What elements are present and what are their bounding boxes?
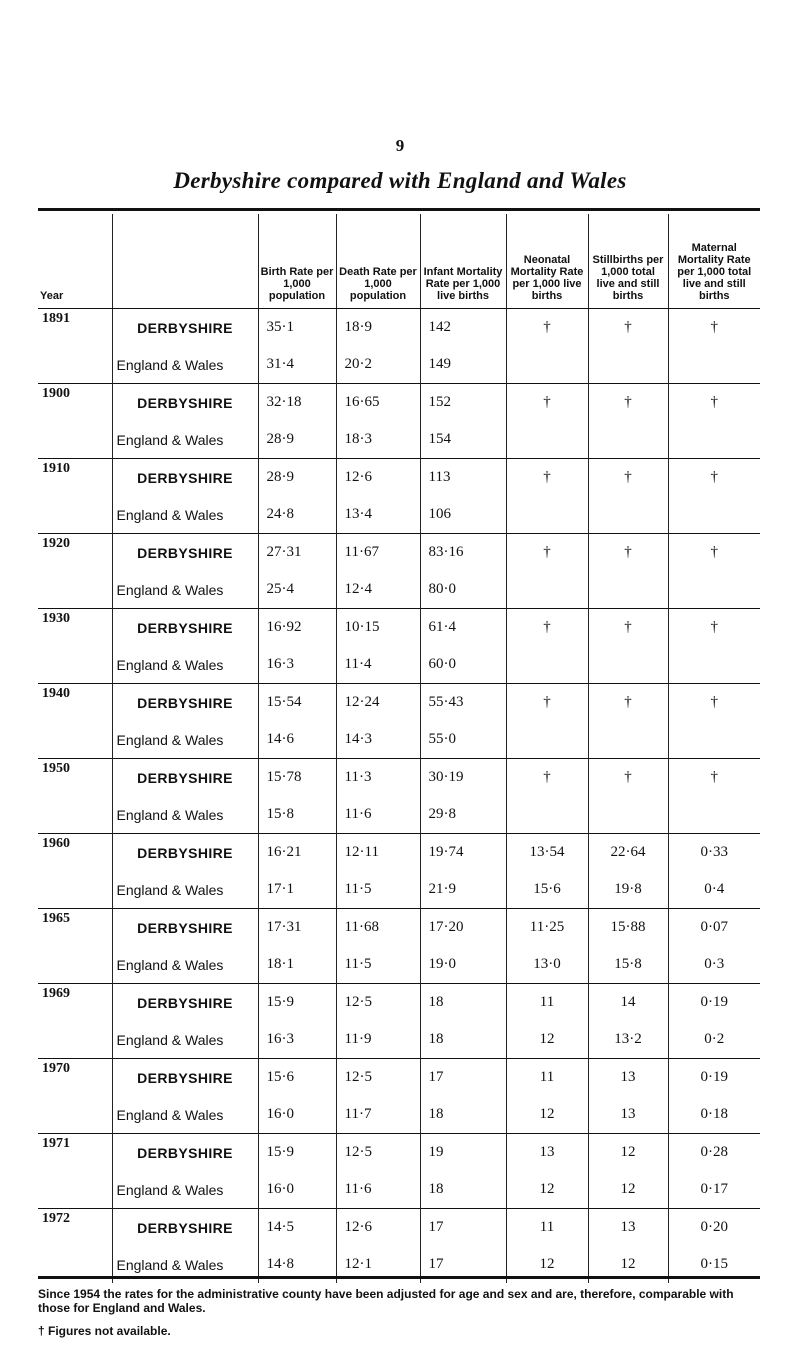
death-cell: 11·67 bbox=[336, 534, 420, 572]
neonatal-cell: † bbox=[506, 759, 588, 797]
page-number: 9 bbox=[395, 136, 405, 155]
birth-cell: 15·6 bbox=[258, 1059, 336, 1097]
dagger-footnote: † Figures not available. bbox=[38, 1324, 171, 1338]
comparison-table bbox=[38, 214, 760, 1283]
infant-cell: 17 bbox=[420, 1209, 506, 1247]
birth-cell: 16·92 bbox=[258, 609, 336, 647]
neonatal-cell: † bbox=[506, 384, 588, 422]
table-row bbox=[38, 759, 760, 797]
year-cell bbox=[38, 1096, 112, 1134]
area-cell: DERBYSHIRE bbox=[112, 1059, 258, 1097]
neonatal-cell: 12 bbox=[506, 1246, 588, 1283]
stillbirths-cell: † bbox=[588, 309, 668, 347]
birth-cell: 15·9 bbox=[258, 984, 336, 1022]
infant-cell: 18 bbox=[420, 1096, 506, 1134]
infant-cell: 18 bbox=[420, 1171, 506, 1209]
stillbirths-cell: † bbox=[588, 759, 668, 797]
stillbirths-cell bbox=[588, 571, 668, 609]
birth-cell: 35·1 bbox=[258, 309, 336, 347]
stillbirths-cell: 22·64 bbox=[588, 834, 668, 872]
stillbirths-cell: 12 bbox=[588, 1134, 668, 1172]
year-cell bbox=[38, 1021, 112, 1059]
stillbirths-cell: 13·2 bbox=[588, 1021, 668, 1059]
neonatal-cell bbox=[506, 421, 588, 459]
neonatal-cell bbox=[506, 496, 588, 534]
neonatal-cell: 11 bbox=[506, 1059, 588, 1097]
area-cell: England & Wales bbox=[112, 946, 258, 984]
infant-cell: 60·0 bbox=[420, 646, 506, 684]
area-cell: DERBYSHIRE bbox=[112, 684, 258, 722]
death-cell: 12·1 bbox=[336, 1246, 420, 1283]
year-cell bbox=[38, 646, 112, 684]
death-cell: 11·5 bbox=[336, 871, 420, 909]
year-cell: 1930 bbox=[38, 609, 112, 647]
maternal-cell: † bbox=[668, 459, 760, 497]
infant-cell: 30·19 bbox=[420, 759, 506, 797]
birth-cell: 25·4 bbox=[258, 571, 336, 609]
maternal-cell: 0·20 bbox=[668, 1209, 760, 1247]
stillbirths-cell bbox=[588, 646, 668, 684]
table-row bbox=[38, 1021, 760, 1059]
maternal-cell: † bbox=[668, 759, 760, 797]
maternal-cell: 0·2 bbox=[668, 1021, 760, 1059]
birth-cell: 28·9 bbox=[258, 421, 336, 459]
table-row bbox=[38, 1059, 760, 1097]
stillbirths-cell: 12 bbox=[588, 1171, 668, 1209]
table-body bbox=[38, 309, 760, 1284]
table-row bbox=[38, 1134, 760, 1172]
header-neonatal-mortality: Neonatal Mortality Rate per 1,000 live births bbox=[506, 214, 588, 309]
neonatal-cell bbox=[506, 796, 588, 834]
area-cell: DERBYSHIRE bbox=[112, 534, 258, 572]
year-cell bbox=[38, 721, 112, 759]
maternal-cell: 0·07 bbox=[668, 909, 760, 947]
area-cell: England & Wales bbox=[112, 1096, 258, 1134]
birth-cell: 14·5 bbox=[258, 1209, 336, 1247]
birth-cell: 16·21 bbox=[258, 834, 336, 872]
infant-cell: 17 bbox=[420, 1059, 506, 1097]
header-birth-rate: Birth Rate per 1,000 population bbox=[258, 214, 336, 309]
death-cell: 11·6 bbox=[336, 1171, 420, 1209]
death-cell: 12·5 bbox=[336, 1059, 420, 1097]
maternal-cell bbox=[668, 571, 760, 609]
neonatal-cell: † bbox=[506, 534, 588, 572]
stillbirths-cell: 13 bbox=[588, 1209, 668, 1247]
year-cell bbox=[38, 946, 112, 984]
area-cell: DERBYSHIRE bbox=[112, 759, 258, 797]
stillbirths-cell bbox=[588, 346, 668, 384]
table-row bbox=[38, 421, 760, 459]
maternal-cell bbox=[668, 646, 760, 684]
area-cell: DERBYSHIRE bbox=[112, 834, 258, 872]
neonatal-cell bbox=[506, 346, 588, 384]
header-infant-mortality: Infant Mortality Rate per 1,000 live births bbox=[420, 214, 506, 309]
top-rule bbox=[38, 208, 760, 211]
birth-cell: 15·8 bbox=[258, 796, 336, 834]
infant-cell: 18 bbox=[420, 984, 506, 1022]
table-row bbox=[38, 1171, 760, 1209]
year-cell: 1965 bbox=[38, 909, 112, 947]
table-row bbox=[38, 684, 760, 722]
maternal-cell: † bbox=[668, 609, 760, 647]
maternal-cell: 0·19 bbox=[668, 1059, 760, 1097]
neonatal-cell: † bbox=[506, 309, 588, 347]
stillbirths-cell: 13 bbox=[588, 1096, 668, 1134]
table-row bbox=[38, 571, 760, 609]
year-cell bbox=[38, 346, 112, 384]
stillbirths-cell bbox=[588, 496, 668, 534]
year-cell: 1960 bbox=[38, 834, 112, 872]
death-cell: 12·5 bbox=[336, 1134, 420, 1172]
table-row bbox=[38, 609, 760, 647]
death-cell: 16·65 bbox=[336, 384, 420, 422]
stillbirths-cell: 12 bbox=[588, 1246, 668, 1283]
stillbirths-cell: 13 bbox=[588, 1059, 668, 1097]
maternal-cell bbox=[668, 346, 760, 384]
birth-cell: 15·78 bbox=[258, 759, 336, 797]
infant-cell: 55·0 bbox=[420, 721, 506, 759]
birth-cell: 14·8 bbox=[258, 1246, 336, 1283]
infant-cell: 142 bbox=[420, 309, 506, 347]
death-cell: 12·6 bbox=[336, 1209, 420, 1247]
birth-cell: 16·0 bbox=[258, 1171, 336, 1209]
death-cell: 18·9 bbox=[336, 309, 420, 347]
neonatal-cell: 13·54 bbox=[506, 834, 588, 872]
infant-cell: 17·20 bbox=[420, 909, 506, 947]
stillbirths-cell bbox=[588, 721, 668, 759]
table-row bbox=[38, 384, 760, 422]
year-cell: 1910 bbox=[38, 459, 112, 497]
neonatal-cell: 11 bbox=[506, 1209, 588, 1247]
birth-cell: 16·3 bbox=[258, 646, 336, 684]
area-cell: England & Wales bbox=[112, 1246, 258, 1283]
death-cell: 18·3 bbox=[336, 421, 420, 459]
maternal-cell: 0·17 bbox=[668, 1171, 760, 1209]
area-cell: DERBYSHIRE bbox=[112, 309, 258, 347]
death-cell: 11·7 bbox=[336, 1096, 420, 1134]
birth-cell: 15·54 bbox=[258, 684, 336, 722]
table-row bbox=[38, 946, 760, 984]
stillbirths-cell: † bbox=[588, 384, 668, 422]
death-cell: 11·5 bbox=[336, 946, 420, 984]
bottom-rule bbox=[38, 1276, 760, 1279]
death-cell: 11·9 bbox=[336, 1021, 420, 1059]
table-row bbox=[38, 496, 760, 534]
maternal-cell: 0·19 bbox=[668, 984, 760, 1022]
maternal-cell: 0·28 bbox=[668, 1134, 760, 1172]
infant-cell: 83·16 bbox=[420, 534, 506, 572]
area-cell: DERBYSHIRE bbox=[112, 984, 258, 1022]
year-cell: 1940 bbox=[38, 684, 112, 722]
birth-cell: 14·6 bbox=[258, 721, 336, 759]
area-cell: DERBYSHIRE bbox=[112, 384, 258, 422]
area-cell: England & Wales bbox=[112, 1021, 258, 1059]
birth-cell: 15·9 bbox=[258, 1134, 336, 1172]
year-cell: 1950 bbox=[38, 759, 112, 797]
maternal-cell: 0·4 bbox=[668, 871, 760, 909]
area-cell: England & Wales bbox=[112, 346, 258, 384]
area-cell: England & Wales bbox=[112, 871, 258, 909]
infant-cell: 61·4 bbox=[420, 609, 506, 647]
infant-cell: 106 bbox=[420, 496, 506, 534]
maternal-cell: 0·18 bbox=[668, 1096, 760, 1134]
area-cell: DERBYSHIRE bbox=[112, 459, 258, 497]
table-row bbox=[38, 871, 760, 909]
year-cell: 1900 bbox=[38, 384, 112, 422]
year-cell: 1891 bbox=[38, 309, 112, 347]
header-year: Year bbox=[38, 214, 112, 309]
year-cell: 1970 bbox=[38, 1059, 112, 1097]
birth-cell: 17·31 bbox=[258, 909, 336, 947]
year-cell bbox=[38, 571, 112, 609]
page-title: Derbyshire compared with England and Wales bbox=[173, 168, 627, 193]
stillbirths-cell: † bbox=[588, 459, 668, 497]
neonatal-cell: 11 bbox=[506, 984, 588, 1022]
maternal-cell: 0·3 bbox=[668, 946, 760, 984]
header-stillbirths: Stillbirths per 1,000 total live and still births bbox=[588, 214, 668, 309]
stillbirths-cell: † bbox=[588, 684, 668, 722]
stillbirths-cell: 15·88 bbox=[588, 909, 668, 947]
year-cell bbox=[38, 1171, 112, 1209]
area-cell: England & Wales bbox=[112, 496, 258, 534]
table-row bbox=[38, 984, 760, 1022]
infant-cell: 149 bbox=[420, 346, 506, 384]
table-row bbox=[38, 309, 760, 347]
year-cell: 1920 bbox=[38, 534, 112, 572]
infant-cell: 19·0 bbox=[420, 946, 506, 984]
infant-cell: 80·0 bbox=[420, 571, 506, 609]
maternal-cell bbox=[668, 796, 760, 834]
birth-cell: 32·18 bbox=[258, 384, 336, 422]
maternal-cell: 0·33 bbox=[668, 834, 760, 872]
birth-cell: 18·1 bbox=[258, 946, 336, 984]
infant-cell: 154 bbox=[420, 421, 506, 459]
year-cell: 1972 bbox=[38, 1209, 112, 1247]
table-row bbox=[38, 646, 760, 684]
maternal-cell: † bbox=[668, 684, 760, 722]
stillbirths-cell bbox=[588, 796, 668, 834]
birth-cell: 28·9 bbox=[258, 459, 336, 497]
infant-cell: 21·9 bbox=[420, 871, 506, 909]
maternal-cell bbox=[668, 721, 760, 759]
infant-cell: 19·74 bbox=[420, 834, 506, 872]
area-cell: DERBYSHIRE bbox=[112, 609, 258, 647]
infant-cell: 17 bbox=[420, 1246, 506, 1283]
maternal-cell: † bbox=[668, 384, 760, 422]
table-row bbox=[38, 346, 760, 384]
stillbirths-cell: 19·8 bbox=[588, 871, 668, 909]
stillbirths-cell: † bbox=[588, 534, 668, 572]
death-cell: 12·6 bbox=[336, 459, 420, 497]
death-cell: 12·11 bbox=[336, 834, 420, 872]
birth-cell: 16·0 bbox=[258, 1096, 336, 1134]
death-cell: 13·4 bbox=[336, 496, 420, 534]
maternal-cell: † bbox=[668, 534, 760, 572]
year-cell bbox=[38, 496, 112, 534]
neonatal-cell: 12 bbox=[506, 1021, 588, 1059]
year-cell bbox=[38, 796, 112, 834]
death-cell: 11·68 bbox=[336, 909, 420, 947]
birth-cell: 17·1 bbox=[258, 871, 336, 909]
infant-cell: 113 bbox=[420, 459, 506, 497]
neonatal-cell: 13 bbox=[506, 1134, 588, 1172]
neonatal-cell: † bbox=[506, 684, 588, 722]
neonatal-cell: 12 bbox=[506, 1171, 588, 1209]
death-cell: 11·3 bbox=[336, 759, 420, 797]
table-row bbox=[38, 1096, 760, 1134]
death-cell: 12·24 bbox=[336, 684, 420, 722]
maternal-cell: 0·15 bbox=[668, 1246, 760, 1283]
header-area bbox=[112, 214, 258, 309]
birth-cell: 31·4 bbox=[258, 346, 336, 384]
table-row bbox=[38, 909, 760, 947]
death-cell: 14·3 bbox=[336, 721, 420, 759]
stillbirths-cell bbox=[588, 421, 668, 459]
area-cell: England & Wales bbox=[112, 796, 258, 834]
year-cell: 1971 bbox=[38, 1134, 112, 1172]
neonatal-cell: 13·0 bbox=[506, 946, 588, 984]
neonatal-cell: 11·25 bbox=[506, 909, 588, 947]
table-row bbox=[38, 834, 760, 872]
area-cell: England & Wales bbox=[112, 421, 258, 459]
area-cell: DERBYSHIRE bbox=[112, 909, 258, 947]
adjustment-note: Since 1954 the rates for the administrative county have been adjusted for age and sex and are, therefore, comparable with those for England and Wales. bbox=[38, 1287, 734, 1315]
area-cell: DERBYSHIRE bbox=[112, 1134, 258, 1172]
year-cell bbox=[38, 871, 112, 909]
neonatal-cell: † bbox=[506, 609, 588, 647]
table-row bbox=[38, 721, 760, 759]
header-row bbox=[38, 214, 760, 309]
neonatal-cell bbox=[506, 646, 588, 684]
infant-cell: 19 bbox=[420, 1134, 506, 1172]
header-death-rate: Death Rate per 1,000 population bbox=[336, 214, 420, 309]
death-cell: 12·5 bbox=[336, 984, 420, 1022]
table-row bbox=[38, 796, 760, 834]
table-row bbox=[38, 1209, 760, 1247]
year-cell: 1969 bbox=[38, 984, 112, 1022]
neonatal-cell bbox=[506, 721, 588, 759]
infant-cell: 29·8 bbox=[420, 796, 506, 834]
neonatal-cell: 15·6 bbox=[506, 871, 588, 909]
year-cell bbox=[38, 421, 112, 459]
maternal-cell bbox=[668, 496, 760, 534]
header-maternal-mortality: Maternal Mortality Rate per 1,000 total live and still births bbox=[668, 214, 760, 309]
death-cell: 20·2 bbox=[336, 346, 420, 384]
stillbirths-cell: † bbox=[588, 609, 668, 647]
table-row bbox=[38, 459, 760, 497]
death-cell: 11·4 bbox=[336, 646, 420, 684]
area-cell: England & Wales bbox=[112, 646, 258, 684]
area-cell: England & Wales bbox=[112, 721, 258, 759]
death-cell: 12·4 bbox=[336, 571, 420, 609]
area-cell: England & Wales bbox=[112, 571, 258, 609]
neonatal-cell: † bbox=[506, 459, 588, 497]
infant-cell: 55·43 bbox=[420, 684, 506, 722]
neonatal-cell: 12 bbox=[506, 1096, 588, 1134]
maternal-cell bbox=[668, 421, 760, 459]
infant-cell: 18 bbox=[420, 1021, 506, 1059]
maternal-cell: † bbox=[668, 309, 760, 347]
birth-cell: 24·8 bbox=[258, 496, 336, 534]
birth-cell: 16·3 bbox=[258, 1021, 336, 1059]
infant-cell: 152 bbox=[420, 384, 506, 422]
stillbirths-cell: 15·8 bbox=[588, 946, 668, 984]
birth-cell: 27·31 bbox=[258, 534, 336, 572]
area-cell: DERBYSHIRE bbox=[112, 1209, 258, 1247]
death-cell: 11·6 bbox=[336, 796, 420, 834]
area-cell: England & Wales bbox=[112, 1171, 258, 1209]
death-cell: 10·15 bbox=[336, 609, 420, 647]
neonatal-cell bbox=[506, 571, 588, 609]
table-row bbox=[38, 534, 760, 572]
stillbirths-cell: 14 bbox=[588, 984, 668, 1022]
